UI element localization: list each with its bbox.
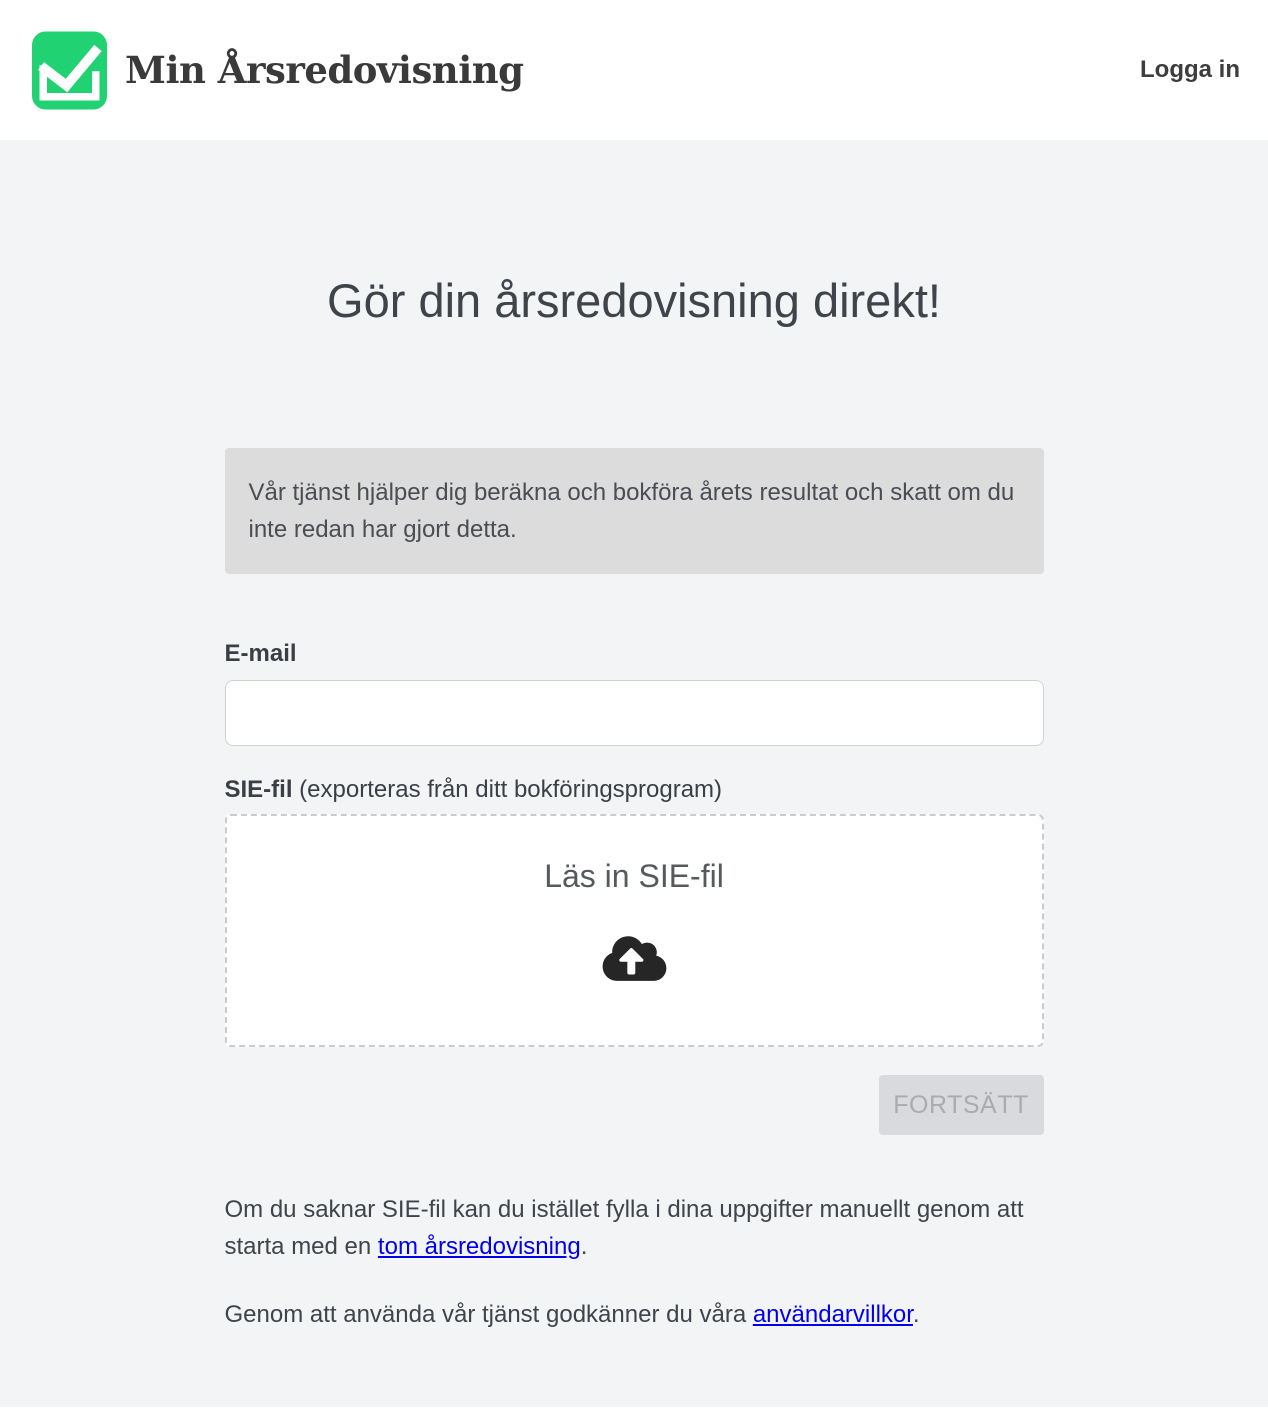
terms-text-before: Genom att använda vår tjänst godkänner du våra <box>224 1301 753 1328</box>
brand-title: Min Årsredovisning <box>125 48 524 92</box>
terms-text-after: . <box>912 1301 920 1328</box>
footer-strip <box>0 1407 1268 1423</box>
manual-text-after: . <box>580 1233 588 1260</box>
email-label: E-mail <box>224 640 297 667</box>
sie-file-label <box>225 776 1044 804</box>
sie-file-label-rest: (exporteras från ditt bokföringsprogram) <box>292 776 723 803</box>
main-content <box>225 273 1044 1423</box>
email-field[interactable] <box>225 680 1044 746</box>
info-box: Vår tjänst hjälper dig beräkna och bokföra årets resultat och skatt om du inte redan har gjort detta. <box>225 448 1044 574</box>
continue-button[interactable]: FORTSÄTT <box>879 1075 1044 1135</box>
dropzone-label: Läs in SIE-fil <box>544 858 724 894</box>
brand[interactable] <box>32 31 524 110</box>
blank-report-link[interactable]: tom årsredovisning <box>377 1233 581 1260</box>
terms-link[interactable]: användarvillkor <box>752 1301 913 1328</box>
page-title: Gör din årsredovisning direkt! <box>327 274 941 327</box>
header <box>0 0 1268 140</box>
terms-text <box>225 1296 1044 1333</box>
sie-file-dropzone[interactable] <box>225 814 1044 1047</box>
brand-logo <box>32 31 107 110</box>
cloud-upload-icon <box>601 933 668 984</box>
sie-file-label-bold: SIE-fil <box>224 776 293 803</box>
manual-option-text <box>225 1191 1044 1265</box>
manual-text-before: Om du saknar SIE-fil kan du istället fylla i dina uppgifter manuellt genom att starta med en <box>224 1196 1024 1260</box>
button-row <box>225 1075 1044 1135</box>
login-link[interactable]: Logga in <box>1140 56 1240 83</box>
envelope-check-icon <box>32 31 107 110</box>
